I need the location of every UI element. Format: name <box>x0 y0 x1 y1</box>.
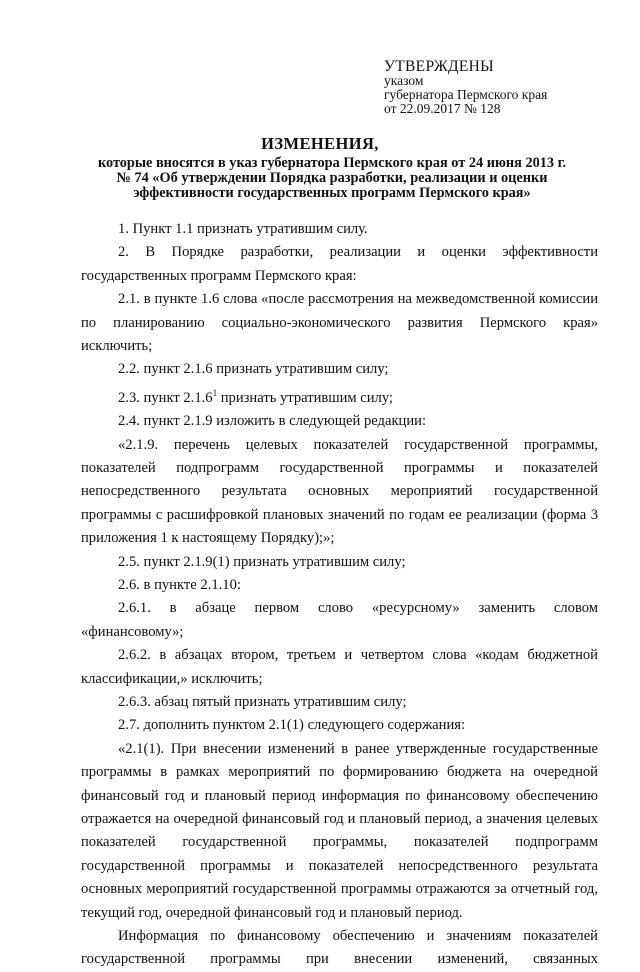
subtitle-line-3: эффективности государственных программ Пермского края» <box>133 185 531 201</box>
document-subtitle <box>80 156 584 201</box>
paragraph-2-6: 2.6. в пункте 2.1.10: <box>118 576 241 593</box>
paragraph-info: Информация по финансовому обеспечению и значениям показателей государственной программы при внесении изменений, связанных <box>81 928 598 968</box>
footnote-marker: 1 <box>212 387 218 398</box>
document-body <box>81 218 598 972</box>
approval-stamp <box>384 60 547 116</box>
paragraph-2-1-1: «2.1(1). При внесении изменений в ранее утвержденные государственные программы в рамках мероприятий по формированию бюджета на очередной финансовый год и плановый период информация по финансовому обеспечению отражается на очередной финансовый год и плановый период, а значения целевых показателей государственной программы, показателей подпрограмм государственной программы и показателей непосредственного результата основных мероприятий государственной программы отражаются за отчетный год, текущий год, очередной финансовый год и плановый период. <box>81 740 598 921</box>
paragraph-2-2: 2.2. пункт 2.1.6 признать утратившим силу; <box>118 361 389 378</box>
paragraph-1: 1. Пункт 1.1 признать утратившим силу. <box>118 221 368 237</box>
paragraph-2-6-2: 2.6.2. в абзацах втором, третьем и четвертом слова «кодам бюджетной классификации,» исключить; <box>81 647 598 687</box>
paragraph-2: 2. В Порядке разработки, реализации и оценки эффективности государственных программ Пермского края: <box>81 244 598 284</box>
paragraph-2-3 <box>81 382 598 410</box>
approval-status: УТВЕРЖДЕНЫ <box>384 58 494 75</box>
paragraph-2-1: 2.1. в пункте 1.6 слова «после рассмотрения на межведомственной комиссии по планированию социально-экономического развития Пермского края» исключить; <box>81 291 598 355</box>
subtitle-line-2: № 74 «Об утверждении Порядка разработки, реализации и оценки <box>116 170 548 186</box>
document-title: ИЗМЕНЕНИЯ, <box>261 134 379 153</box>
approval-line-1: указом <box>384 73 424 88</box>
paragraph-2-7: 2.7. дополнить пунктом 2.1(1) следующего содержания: <box>118 717 466 734</box>
subtitle-line-1: которые вносятся в указ губернатора Пермского края от 24 июня 2013 г. <box>97 155 567 171</box>
paragraph-2-1-9: «2.1.9. перечень целевых показателей государственной программы, показателей подпрограмм государственной программы и показателей непосредственного результата основных мероприятий государственной программы с расшифровкой плановых значений по годам ее реализации (форма 3 приложения 1 к настоящему Порядку);»; <box>81 436 598 547</box>
approval-line-3: от 22.09.2017 № 128 <box>384 101 501 116</box>
paragraph-2-5: 2.5. пункт 2.1.9(1) признать утратившим силу; <box>118 553 406 570</box>
paragraph-2-6-3: 2.6.3. абзац пятый признать утратившим силу; <box>118 693 407 710</box>
paragraph-2-3-text: 2.3. пункт 2.1.6 <box>118 389 213 406</box>
paragraph-2-4: 2.4. пункт 2.1.9 изложить в следующей редакции: <box>118 413 427 430</box>
paragraph-2-6-1: 2.6.1. в абзаце первом слово «ресурсному» заменить словом «финансовому»; <box>81 600 598 640</box>
approval-line-2: губернатора Пермского края <box>384 87 548 102</box>
paragraph-2-3-rest: признать утратившим силу; <box>217 389 393 406</box>
